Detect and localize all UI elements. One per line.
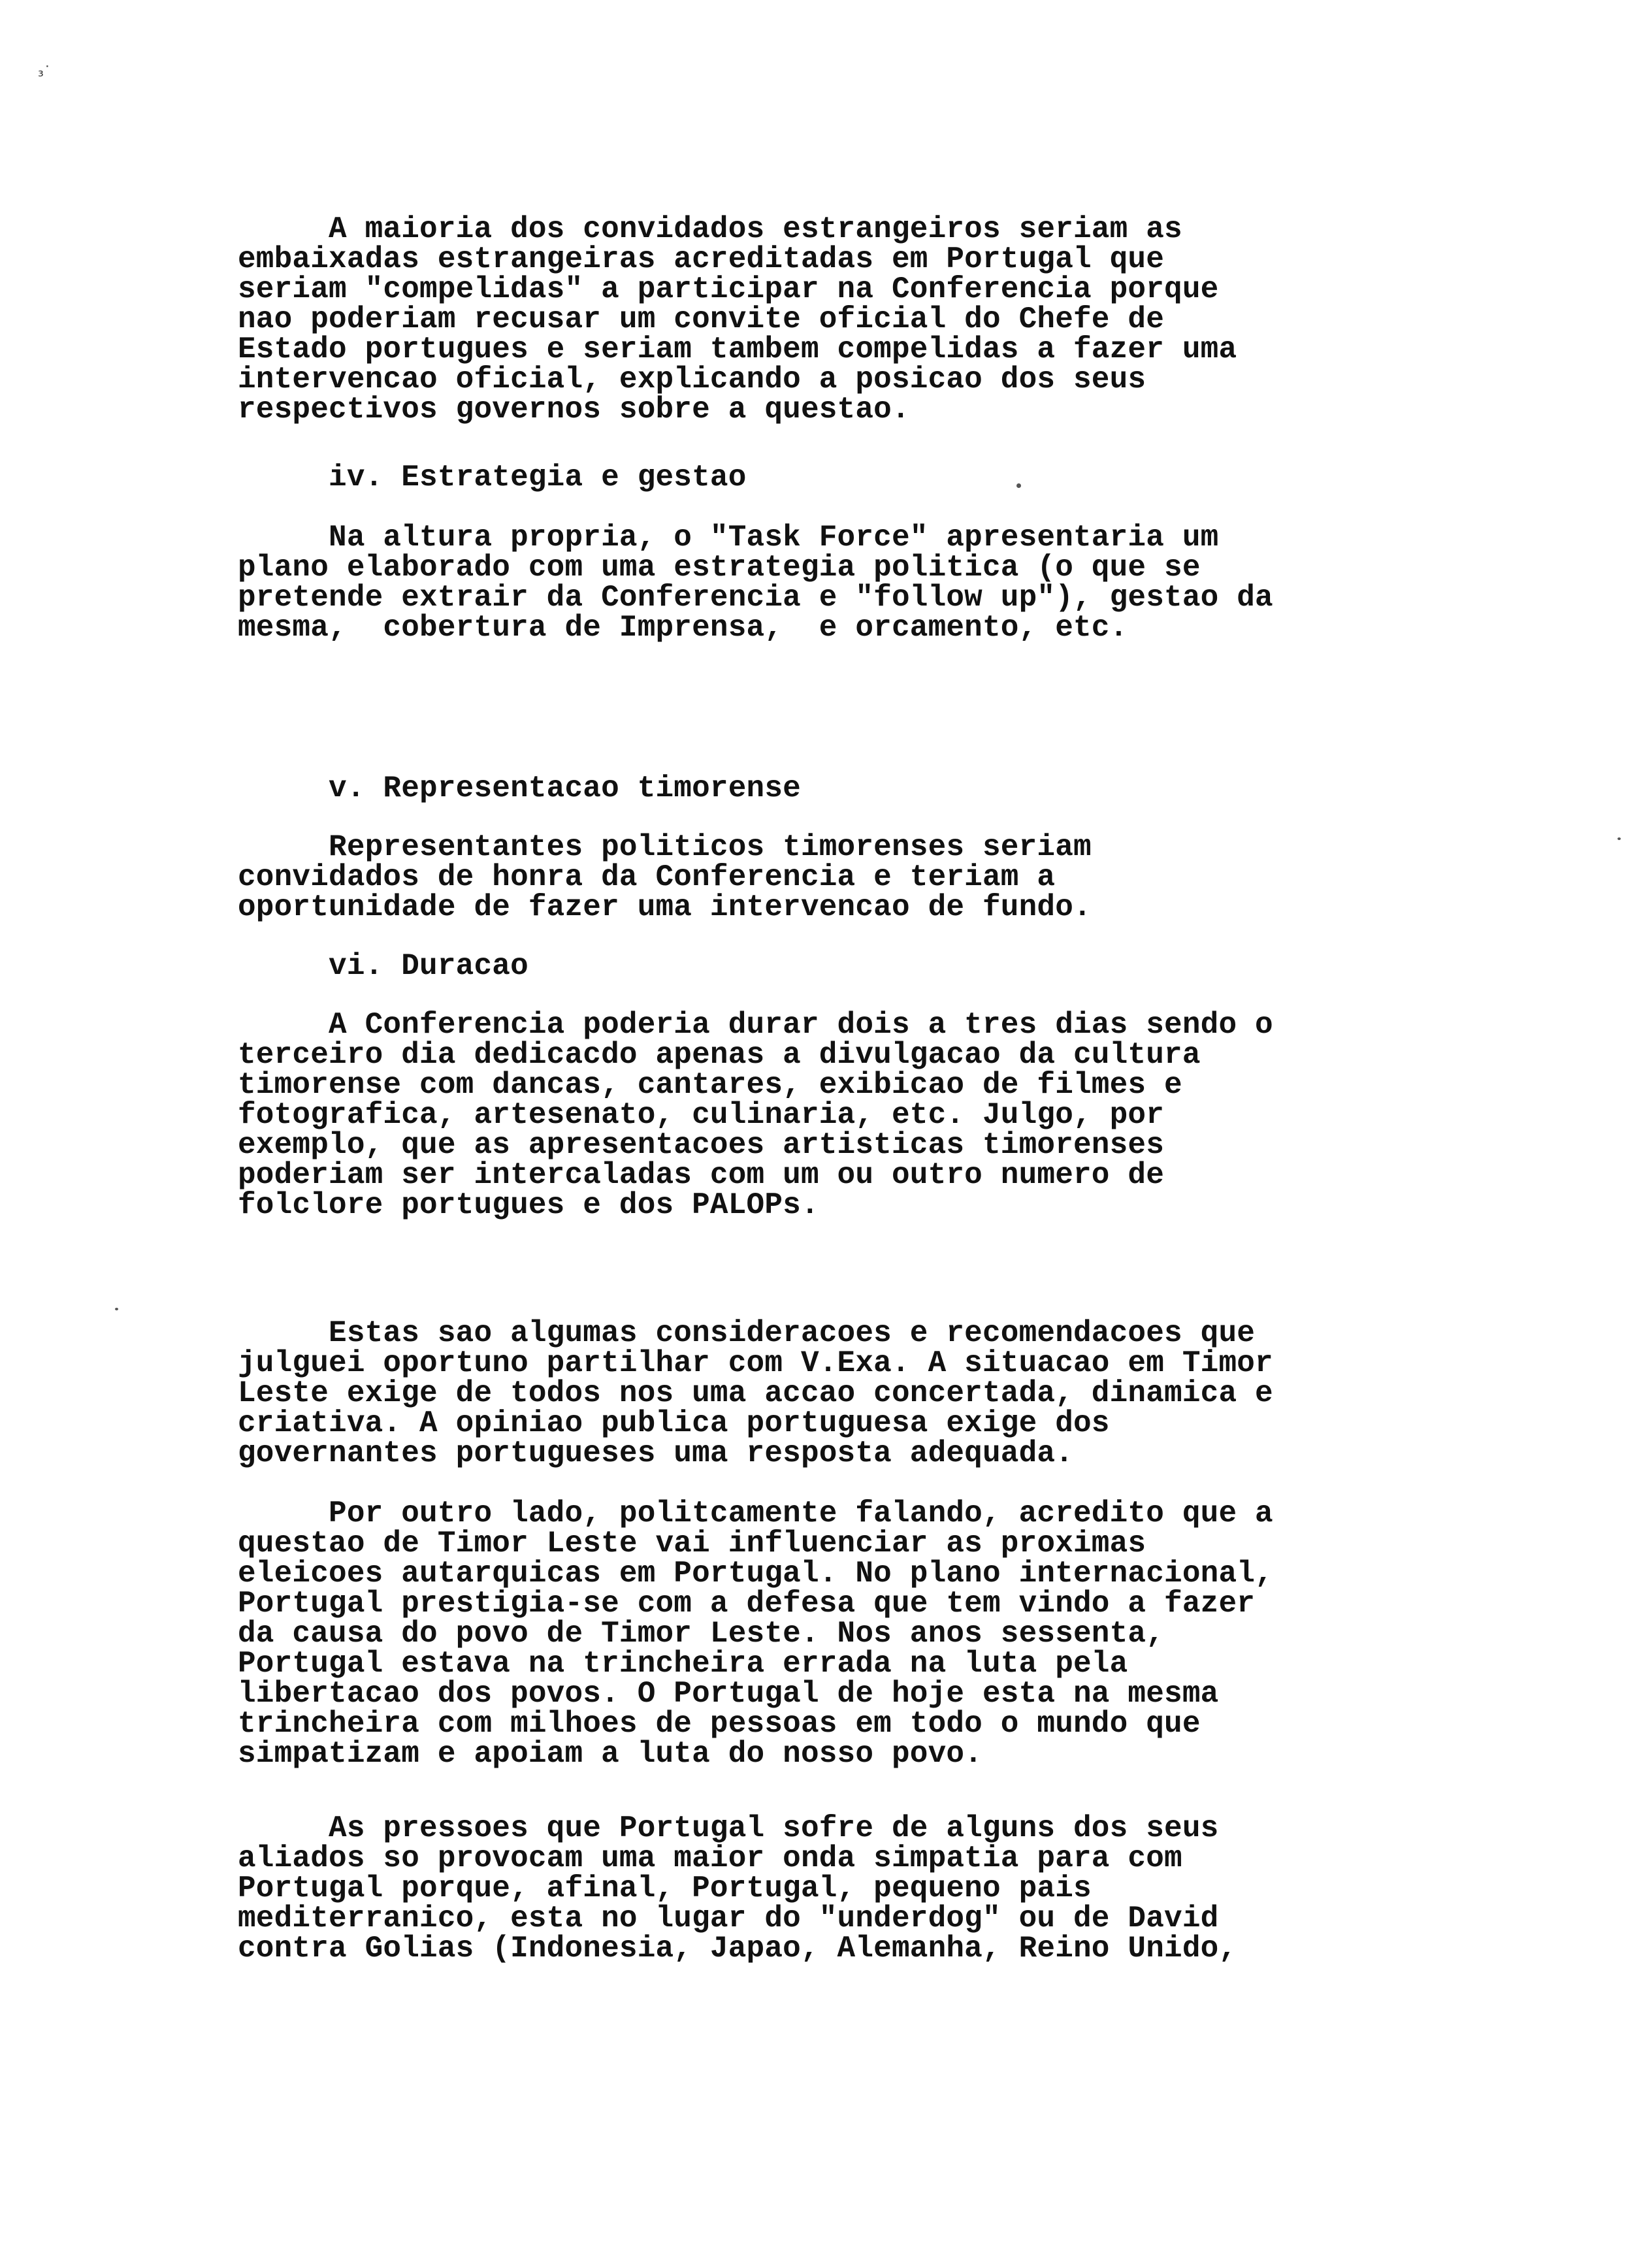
scan-speck [1617,837,1621,840]
paragraph-embassies: A maioria dos convidados estrangeiros seriam as embaixadas estrangeiras acreditadas em Portugal que seriam "compelidas" a participar na Conferencia porque nao poderiam recusar um convite oficial do Chefe de Estado portugues e seriam tambem compelidas a fazer uma intervencao oficial, explicando a posicao dos seus respectivos governos sobre a questao. [238,212,1237,427]
heading-v-representation: v. Representacao timorense [238,771,801,805]
paragraph-task-force: Na altura propria, o "Task Force" apresentaria um plano elaborado com uma estrategia politica (o que se pretende extrair da Conferencia e "follow up"), gestao da mesma, cobertura de Imprensa, e orcamento, etc. [238,521,1273,645]
paragraph-considerations: Estas sao algumas consideracoes e recomendacoes que julguei oportuno partilhar com V.Exa. A situacao em Timor Leste exige de todos nos uma accao concertada, dinamica e criativa. A opiniao publica portuguesa exige dos governantes portugueses uma resposta adequada. [238,1316,1273,1470]
paragraph-pressures: As pressoes que Portugal sofre de alguns dos seus aliados so provocam uma maior onda simpatia para com Portugal porque, afinal, Portugal, pequeno pais mediterranico, esta no lugar do "underdog" ou de David contra Golias (Indonesia, Japao, Alemanha, Reino Unido, [238,1811,1237,1966]
heading-iv-strategy: iv. Estrategia e gestao [238,461,747,494]
paragraph-representatives: Representantes politicos timorenses seriam convidados de honra da Conferencia e teriam a oportunidade de fazer uma intervencao de fundo. [238,830,1092,924]
heading-vi-duration: vi. Duracao [238,949,528,983]
paragraph-duration: A Conferencia poderia durar dois a tres dias sendo o terceiro dia dedicacdo apenas a divulgacao da cultura timorense com dancas, cantares, exibicao de filmes e fotografica, artesenato, culinaria, etc. Julgo, por exemplo, que as apresentacoes artisticas timorenses poderiam ser intercaladas com um ou outro numero de folclore portugues e dos PALOPs. [238,1008,1273,1222]
scan-speck [1016,483,1021,488]
paragraph-politics: Por outro lado, politcamente falando, acredito que a questao de Timor Leste vai influenciar as proximas eleicoes autarquicas em Portugal. No plano internacional, Portugal prestigia-se com a defesa que tem vindo a fazer da causa do povo de Timor Leste. Nos anos sessenta, Portugal estava na trincheira errada na luta pela libertacao dos povos. O Portugal de hoje esta na mesma trincheira com milhoes de pessoas em todo o mundo que simpatizam e apoiam a luta do nosso povo. [238,1497,1273,1771]
scan-speck [115,1308,118,1310]
corner-scan-mark: ₃˙ [38,64,51,80]
